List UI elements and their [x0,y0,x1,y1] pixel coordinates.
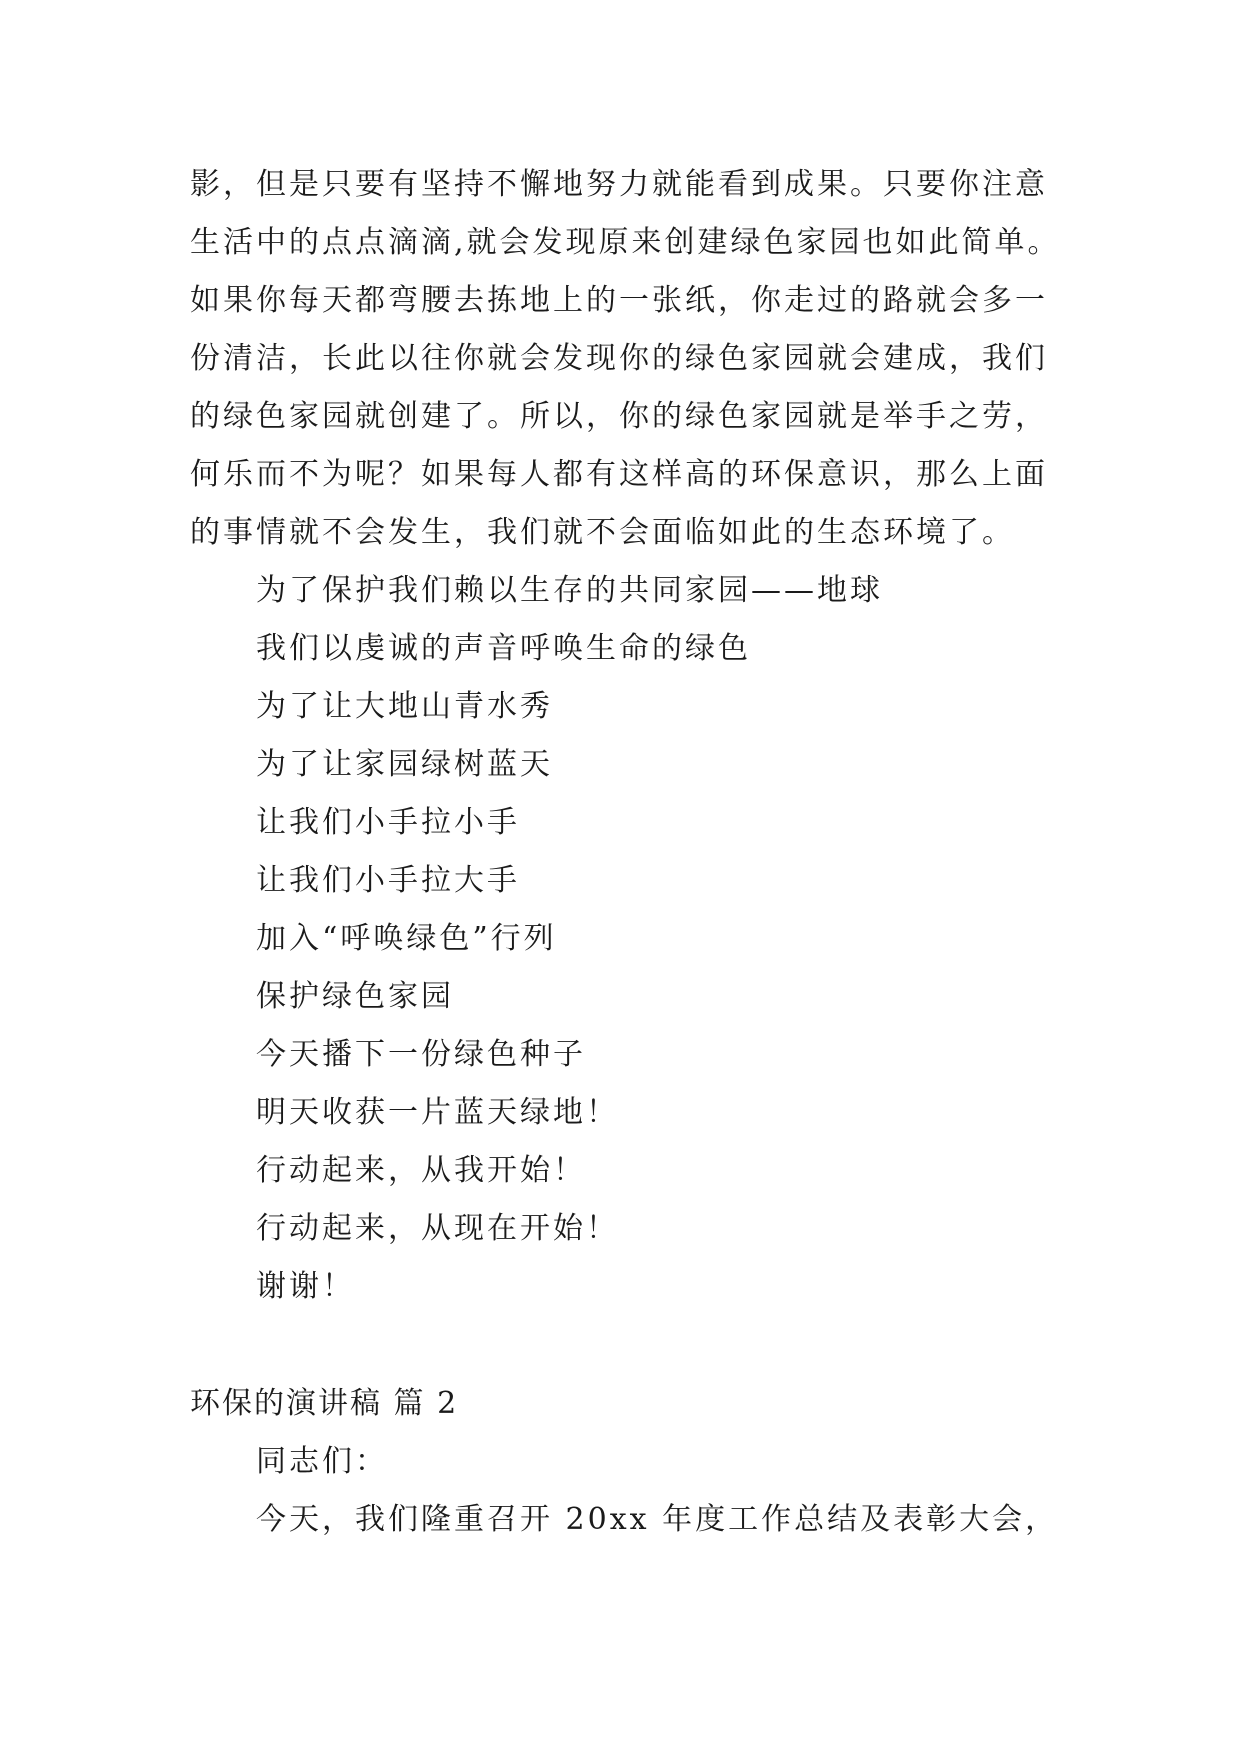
paragraph-line: 何乐而不为呢？如果每人都有这样高的环保意识，那么上面 [190,457,1048,492]
poem-line: 为了让家园绿树蓝天 [256,747,553,782]
paragraph-line: 生活中的点点滴滴,就会发现原来创建绿色家园也如此简单。 [190,225,1061,260]
poem-line: 为了让大地山青水秀 [256,689,553,724]
poem-line: 让我们小手拉小手 [256,805,520,840]
paragraph-line: 如果你每天都弯腰去拣地上的一张纸，你走过的路就会多一 [190,283,1048,318]
poem-line: 我们以虔诚的声音呼唤生命的绿色 [256,631,751,666]
paragraph-line: 的事情就不会发生，我们就不会面临如此的生态环境了。 [190,515,1015,550]
poem-line: 保护绿色家园 [256,979,454,1014]
paragraph-line: 影，但是只要有坚持不懈地努力就能看到成果。只要你注意 [190,167,1048,202]
poem-line: 谢谢！ [256,1269,355,1304]
section-title: 环保的演讲稿 篇 2 [190,1386,459,1421]
paragraph-line: 份清洁，长此以往你就会发现你的绿色家园就会建成，我们 [190,341,1048,376]
poem-line: 行动起来，从现在开始！ [256,1211,619,1246]
poem-line: 加入“呼唤绿色”行列 [256,921,557,956]
paragraph-line: 的绿色家园就创建了。所以，你的绿色家园就是举手之劳， [190,399,1048,434]
poem-line: 让我们小手拉大手 [256,863,520,898]
paragraph-line: 今天，我们隆重召开 20xx 年度工作总结及表彰大会， [256,1502,1059,1537]
poem-line: 为了保护我们赖以生存的共同家园——地球 [256,573,883,608]
poem-line: 明天收获一片蓝天绿地！ [256,1095,619,1130]
salutation: 同志们： [256,1444,388,1479]
poem-line: 行动起来，从我开始！ [256,1153,586,1188]
poem-line: 今天播下一份绿色种子 [256,1037,586,1072]
